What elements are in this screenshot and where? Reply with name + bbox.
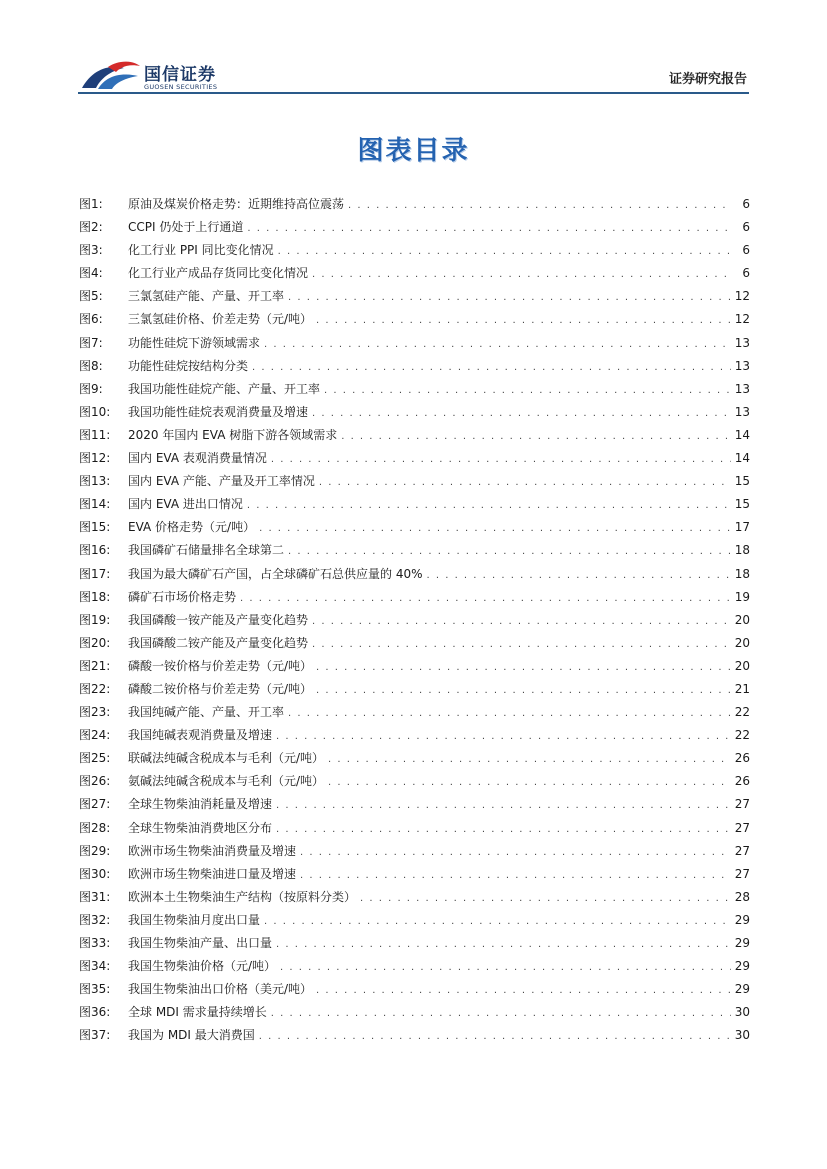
page-number[interactable]: 29 <box>734 959 750 974</box>
dot-leader <box>276 725 731 748</box>
toc-entry[interactable] <box>79 632 750 655</box>
figure-title[interactable]: 我国为 MDI 最大消费国 <box>128 1028 255 1043</box>
page-number[interactable]: 29 <box>734 912 750 927</box>
figure-number: 图37: <box>79 1028 111 1043</box>
figure-number: 图32: <box>79 912 111 927</box>
figure-number: 图36: <box>79 1005 111 1020</box>
figure-number: 图9: <box>79 381 103 396</box>
page-number[interactable]: 19 <box>734 589 750 604</box>
page-number[interactable]: 20 <box>734 635 750 650</box>
dot-leader <box>316 309 731 332</box>
dot-leader <box>271 448 731 471</box>
page-number[interactable]: 26 <box>734 774 750 789</box>
toc-entry[interactable] <box>79 539 750 562</box>
toc-entry[interactable] <box>79 747 750 770</box>
page-number[interactable]: 6 <box>742 266 750 281</box>
figure-number: 图4: <box>79 266 103 281</box>
figure-number: 图13: <box>79 474 111 489</box>
dot-leader <box>316 979 731 1002</box>
toc-entry[interactable] <box>79 932 750 955</box>
figure-number: 图34: <box>79 959 111 974</box>
figure-title[interactable]: 我国为最大磷矿石产国，占全球磷矿石总供应量的 40% <box>128 566 423 581</box>
figure-title[interactable]: 我国功能性硅烷表观消费量及增速 <box>128 404 309 419</box>
page-number[interactable]: 14 <box>734 451 750 466</box>
figure-title[interactable]: 功能性硅烷按结构分类 <box>128 358 249 373</box>
figure-title[interactable]: 我国磷酸二铵产能及产量变化趋势 <box>128 635 309 650</box>
toc-entry[interactable] <box>79 285 750 308</box>
figure-number: 图20: <box>79 635 111 650</box>
toc-entry[interactable] <box>79 793 750 816</box>
figure-number: 图33: <box>79 936 111 950</box>
page-number[interactable]: 30 <box>734 1028 750 1043</box>
dot-leader <box>312 402 731 425</box>
figure-number: 图28: <box>79 820 111 835</box>
figure-title[interactable]: 联碱法纯碱含税成本与毛利（元/吨） <box>128 751 325 766</box>
toc-entry[interactable] <box>79 863 750 886</box>
figure-number: 图2: <box>79 220 103 235</box>
figure-number: 图27: <box>79 797 111 812</box>
dot-leader <box>328 748 731 771</box>
dot-leader <box>259 517 731 540</box>
figure-title[interactable]: 国内 EVA 产能、产量及开工率情况 <box>128 474 315 489</box>
toc-entry[interactable] <box>79 909 750 932</box>
figure-number: 图35: <box>79 982 111 997</box>
guosen-logo-icon <box>78 58 142 94</box>
page-number[interactable]: 15 <box>734 474 750 489</box>
toc-entry[interactable] <box>79 563 750 586</box>
dot-leader <box>360 887 731 910</box>
toc-entry[interactable] <box>79 493 750 516</box>
figure-number: 图21: <box>79 658 111 673</box>
page-number[interactable]: 20 <box>734 658 750 673</box>
dot-leader <box>276 933 731 956</box>
toc-entry[interactable] <box>79 424 750 447</box>
figure-title[interactable]: 化工行业 PPI 同比变化情况 <box>128 243 274 258</box>
page-number[interactable]: 28 <box>734 889 750 904</box>
toc-entry[interactable] <box>79 193 750 216</box>
page-number[interactable]: 18 <box>734 566 750 581</box>
page-number[interactable]: 15 <box>734 497 750 512</box>
figure-title[interactable]: 磷酸一铵价格与价差走势（元/吨） <box>128 658 313 673</box>
figure-number: 图10: <box>79 404 111 419</box>
page-number[interactable]: 6 <box>742 220 750 235</box>
figure-title[interactable]: 国内 EVA 表观消费量情况 <box>128 451 267 466</box>
toc-entry[interactable] <box>79 239 750 262</box>
dot-leader <box>252 356 731 379</box>
figure-number: 图16: <box>79 543 111 558</box>
page-number[interactable]: 29 <box>734 936 750 950</box>
dot-leader <box>341 425 731 448</box>
dot-leader <box>288 540 731 563</box>
toc-entry[interactable] <box>79 355 750 378</box>
figure-title[interactable]: 国内 EVA 进出口情况 <box>128 497 243 512</box>
figure-number: 图6: <box>79 312 103 327</box>
figure-title[interactable]: 我国纯碱产能、产量、开工率 <box>128 705 285 720</box>
dot-leader <box>328 771 731 794</box>
dot-leader <box>240 587 731 610</box>
figure-title[interactable]: 氨碱法纯碱含税成本与毛利（元/吨） <box>128 774 325 789</box>
figure-number: 图5: <box>79 289 103 304</box>
toc-entry[interactable] <box>79 701 750 724</box>
figure-number: 图29: <box>79 843 111 858</box>
dot-leader <box>264 333 731 356</box>
toc-entry[interactable] <box>79 978 750 1001</box>
toc-entry[interactable] <box>79 216 750 239</box>
page-number[interactable]: 22 <box>734 728 750 743</box>
figure-number: 图8: <box>79 358 103 373</box>
page-number[interactable]: 22 <box>734 705 750 720</box>
page-number[interactable]: 13 <box>734 335 750 350</box>
figure-title[interactable]: 三氯氢硅价格、价差走势（元/吨） <box>128 312 313 327</box>
toc-entry[interactable] <box>79 609 750 632</box>
page-number[interactable]: 27 <box>734 797 750 812</box>
report-type-label: 证券研究报告 <box>668 72 747 87</box>
dot-leader <box>264 910 731 933</box>
figure-title[interactable]: 磷酸二铵价格与价差走势（元/吨） <box>128 681 313 696</box>
dot-leader <box>348 194 732 217</box>
dot-leader <box>259 1025 731 1048</box>
page-number[interactable]: 18 <box>734 543 750 558</box>
figure-title[interactable]: 我国功能性硅烷产能、产量、开工率 <box>128 381 321 396</box>
page-number[interactable]: 29 <box>734 982 750 997</box>
figure-title[interactable]: 欧洲市场生物柴油消费量及增速 <box>128 843 297 858</box>
figure-title[interactable]: 三氯氢硅产能、产量、开工率 <box>128 289 285 304</box>
figure-title[interactable]: 全球生物柴油消耗量及增速 <box>128 797 273 812</box>
dot-leader <box>300 864 731 887</box>
toc-entry[interactable] <box>79 516 750 539</box>
page-number[interactable]: 6 <box>742 197 750 211</box>
toc-entry[interactable] <box>79 655 750 678</box>
dot-leader <box>312 263 732 286</box>
toc-entry[interactable] <box>79 401 750 424</box>
figure-list <box>79 193 750 1047</box>
page-number[interactable]: 26 <box>734 751 750 766</box>
dot-leader <box>300 841 731 864</box>
page-number[interactable]: 27 <box>734 866 750 881</box>
figure-title[interactable]: 我国生物柴油价格（元/吨） <box>128 959 277 974</box>
figure-number: 图19: <box>79 612 111 627</box>
page-title: 图表目录 <box>357 136 470 166</box>
figure-number: 图3: <box>79 243 103 258</box>
toc-entry[interactable] <box>79 308 750 331</box>
dot-leader <box>276 794 731 817</box>
logo-text-cn: 国信证券 <box>144 65 216 85</box>
toc-entry[interactable] <box>79 770 750 793</box>
header-divider <box>78 92 749 94</box>
figure-title[interactable]: 全球 MDI 需求量持续增长 <box>128 1005 267 1020</box>
figure-number: 图7: <box>79 335 103 350</box>
page-number[interactable]: 30 <box>734 1005 750 1020</box>
figure-number: 图30: <box>79 866 111 881</box>
figure-title[interactable]: 欧洲本土生物柴油生产结构（按原料分类） <box>128 889 357 904</box>
dot-leader <box>312 610 731 633</box>
page-number[interactable]: 21 <box>734 681 750 696</box>
toc-entry[interactable] <box>79 840 750 863</box>
page-number[interactable]: 17 <box>734 520 750 535</box>
figure-number: 图15: <box>79 520 111 535</box>
toc-entry[interactable] <box>79 470 750 493</box>
toc-entry[interactable] <box>79 724 750 747</box>
dot-leader <box>316 656 731 679</box>
figure-title[interactable]: 我国生物柴油产量、出口量 <box>128 936 273 950</box>
figure-number: 图12: <box>79 451 111 466</box>
figure-number: 图31: <box>79 889 111 904</box>
page-number[interactable]: 27 <box>734 820 750 835</box>
figure-number: 图24: <box>79 728 111 743</box>
page-number[interactable]: 14 <box>734 427 750 442</box>
toc-entry[interactable] <box>79 1001 750 1024</box>
toc-entry[interactable] <box>79 586 750 609</box>
dot-leader <box>278 240 732 263</box>
dot-leader <box>319 471 731 494</box>
dot-leader <box>247 217 732 240</box>
figure-number: 图18: <box>79 589 111 604</box>
dot-leader <box>280 956 731 979</box>
figure-number: 图26: <box>79 774 111 789</box>
figure-title[interactable]: 我国磷矿石储量排名全球第二 <box>128 543 285 558</box>
figure-title[interactable]: 磷矿石市场价格走势 <box>128 589 237 604</box>
figure-title[interactable]: 我国生物柴油月度出口量 <box>128 912 261 927</box>
figure-title[interactable]: 欧洲市场生物柴油进口量及增速 <box>128 866 297 881</box>
figure-title[interactable]: 原油及煤炭价格走势：近期维持高位震荡 <box>128 197 345 211</box>
logo-text-en: GUOSEN SECURITIES <box>144 83 218 91</box>
page-number[interactable]: 13 <box>734 404 750 419</box>
dot-leader <box>247 494 731 517</box>
dot-leader <box>316 679 731 702</box>
page-number[interactable]: 13 <box>734 358 750 373</box>
dot-leader <box>271 1002 731 1025</box>
figure-title[interactable]: CCPI 仍处于上行通道 <box>128 220 244 235</box>
page-number[interactable]: 12 <box>734 312 750 327</box>
toc-entry[interactable] <box>79 886 750 909</box>
figure-number: 图23: <box>79 705 111 720</box>
toc-entry[interactable] <box>79 817 750 840</box>
page-number[interactable]: 13 <box>734 381 750 396</box>
toc-entry[interactable] <box>79 447 750 470</box>
figure-title[interactable]: 我国纯碱表观消费量及增速 <box>128 728 273 743</box>
figure-title[interactable]: 化工行业产成品存货同比变化情况 <box>128 266 309 281</box>
dot-leader <box>312 633 731 656</box>
dot-leader <box>427 564 731 587</box>
dot-leader <box>288 286 731 309</box>
dot-leader <box>324 379 731 402</box>
figure-title[interactable]: 我国磷酸一铵产能及产量变化趋势 <box>128 612 309 627</box>
dot-leader <box>276 818 731 841</box>
figure-title[interactable]: 功能性硅烷下游领域需求 <box>128 335 261 350</box>
dot-leader <box>288 702 731 725</box>
page-number[interactable]: 12 <box>734 289 750 304</box>
toc-entry[interactable] <box>79 678 750 701</box>
figure-number: 图17: <box>79 566 111 581</box>
toc-entry[interactable] <box>79 262 750 285</box>
figure-number: 图25: <box>79 751 111 766</box>
figure-title[interactable]: 全球生物柴油消费地区分布 <box>128 820 273 835</box>
toc-entry[interactable] <box>79 1024 750 1047</box>
figure-title[interactable]: 我国生物柴油出口价格（美元/吨） <box>128 982 313 997</box>
page-number[interactable]: 20 <box>734 612 750 627</box>
figure-title[interactable]: 2020 年国内 EVA 树脂下游各领域需求 <box>128 427 338 442</box>
figure-title[interactable]: EVA 价格走势（元/吨） <box>128 520 256 535</box>
page-number[interactable]: 27 <box>734 843 750 858</box>
page-number[interactable]: 6 <box>742 243 750 258</box>
figure-number: 图14: <box>79 497 111 512</box>
toc-entry[interactable] <box>79 332 750 355</box>
toc-entry[interactable] <box>79 378 750 401</box>
toc-entry[interactable] <box>79 955 750 978</box>
figure-number: 图11: <box>79 427 111 442</box>
figure-number: 图1: <box>79 197 103 211</box>
figure-number: 图22: <box>79 681 111 696</box>
